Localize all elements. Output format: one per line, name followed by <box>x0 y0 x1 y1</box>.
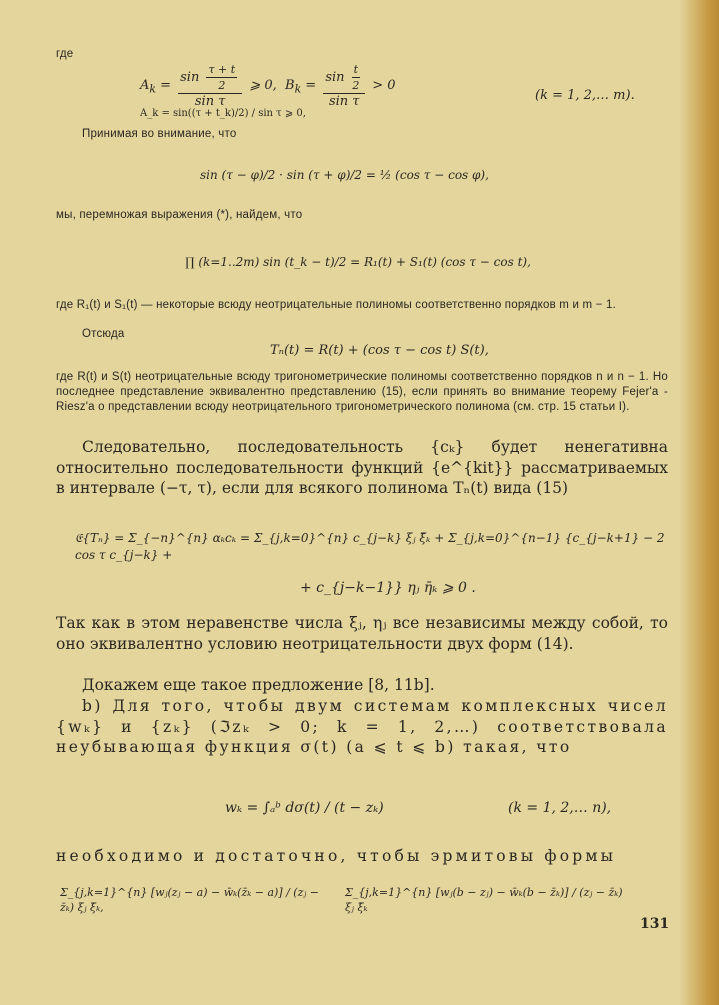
ak-ineq: ⩾ 0, <box>249 78 277 93</box>
page-number: 131 <box>640 916 670 932</box>
formula-functional-line2: + c_{j−k−1}} ηⱼ η̄ₖ ⩾ 0 . <box>300 580 476 596</box>
ak-label: A <box>140 78 150 93</box>
text-neobkhodimo: необходимо и достаточно, чтобы эрмитовы формы <box>56 847 617 865</box>
formula-sin-product: sin (τ − φ)/2 · sin (τ + φ)/2 = ½ (cos τ − cos φ), <box>200 168 489 182</box>
formula-hermitian-form-a: Σ_{j,k=1}^{n} [wⱼ(zⱼ − a) − w̄ₖ(z̄ₖ − a)] / (zⱼ − z̄ₖ) ξⱼ ξ̄ₖ, <box>60 886 320 914</box>
formula-functional-line1: 𝔈{Tₙ} = Σ_{−n}^{n} αₖcₖ = Σ_{j,k=0}^{n} c_{j−k} ξⱼ ξ̄ₖ + Σ_{j,k=0}^{n−1} {c_{j−k+1} − 2 cos τ c_{j−k} + <box>75 531 665 562</box>
text-proposition-b: b) Для того, чтобы двум системам комплексных чисел {wₖ} и {zₖ} (ℑzₖ > 0; k = 1, 2,…) соответствовала неубывающая функция σ(t) (a ⩽ t ⩽ b) такая, что <box>56 697 668 756</box>
text-gde: где <box>56 48 74 60</box>
formula-k-range: (k = 1, 2,… m). <box>535 88 635 103</box>
text-sledovatelno: Следовательно, последовательность {cₖ} будет ненегативна относительно последовательности функций {e^{kit}} рассматриваемых в интервале (−τ, τ), если для всякого полинома Tₙ(t) вида (15) <box>56 438 668 497</box>
text-dokazhem: Докажем еще такое предложение [8, 11b]. <box>82 676 435 694</box>
text-my-peremnozhaya: мы, перемножая выражения (*), найдем, что <box>56 209 303 221</box>
ak-den: sin τ <box>194 94 226 109</box>
bk-label: B <box>285 78 295 93</box>
bk-den: sin τ <box>328 94 360 109</box>
text-prinimaya: Принимая во внимание, что <box>82 128 237 140</box>
formula-tn: Tₙ(t) = R(t) + (cos τ − cos t) S(t), <box>270 343 489 358</box>
text-tak-kak: Так как в этом неравенстве числа ξⱼ, ηⱼ все независимы между собой, то оно эквивалентно условию неотрицательности двух форм (14). <box>56 614 668 653</box>
formula-ak-bk: $A_k$ = sin $\frac{\tau + t}{2}$ sin τ ⩾ 0, $B_k$ = sin $\frac{t}{2}$ sin τ > 0 <box>140 63 396 109</box>
bk-num: t <box>353 63 359 76</box>
ak-d: 2 <box>218 79 226 92</box>
formula-product: ∏ (k=1..2m) sin (t_k − t)/2 = R₁(t) + S₁(t) (cos τ − cos t), <box>185 255 531 269</box>
bk-ineq: > 0 <box>372 78 396 93</box>
formula-hermitian-form-b: Σ_{j,k=1}^{n} [wⱼ(b − zⱼ) − w̄ₖ(b − z̄ₖ)] / (zⱼ − z̄ₖ) ξⱼ ξ̄ₖ <box>345 886 623 914</box>
bk-d: 2 <box>352 79 360 92</box>
formula-ak-linear: A_k = sin((τ + t_k)/2) / sin τ ⩾ 0, <box>140 108 306 119</box>
ak-num: τ + t <box>208 63 236 76</box>
text-otsyuda: Отсюда <box>82 328 125 340</box>
formula-wk-integral: wₖ = ∫ₐᵇ dσ(t) / (t − zₖ) <box>225 800 384 816</box>
page-edge-shadow <box>679 0 719 1005</box>
text-gde-r1-s1: где R₁(t) и S₁(t) — некоторые всюду неотрицательные полиномы соответственно порядков m и m − 1. <box>56 299 616 311</box>
formula-wk-range: (k = 1, 2,… n), <box>508 800 612 816</box>
text-gde-r-s: где R(t) и S(t) неотрицательные всюду тригонометрические полиномы соответственно порядков n и n − 1. Но последнее представление эквивалентно представлению (15), если принять во внимание теорему Fejer'a - Riesz'a о представлении всюду неотрицательного тригонометрического полинома (см. стр. 15 статьи I). <box>56 371 668 413</box>
